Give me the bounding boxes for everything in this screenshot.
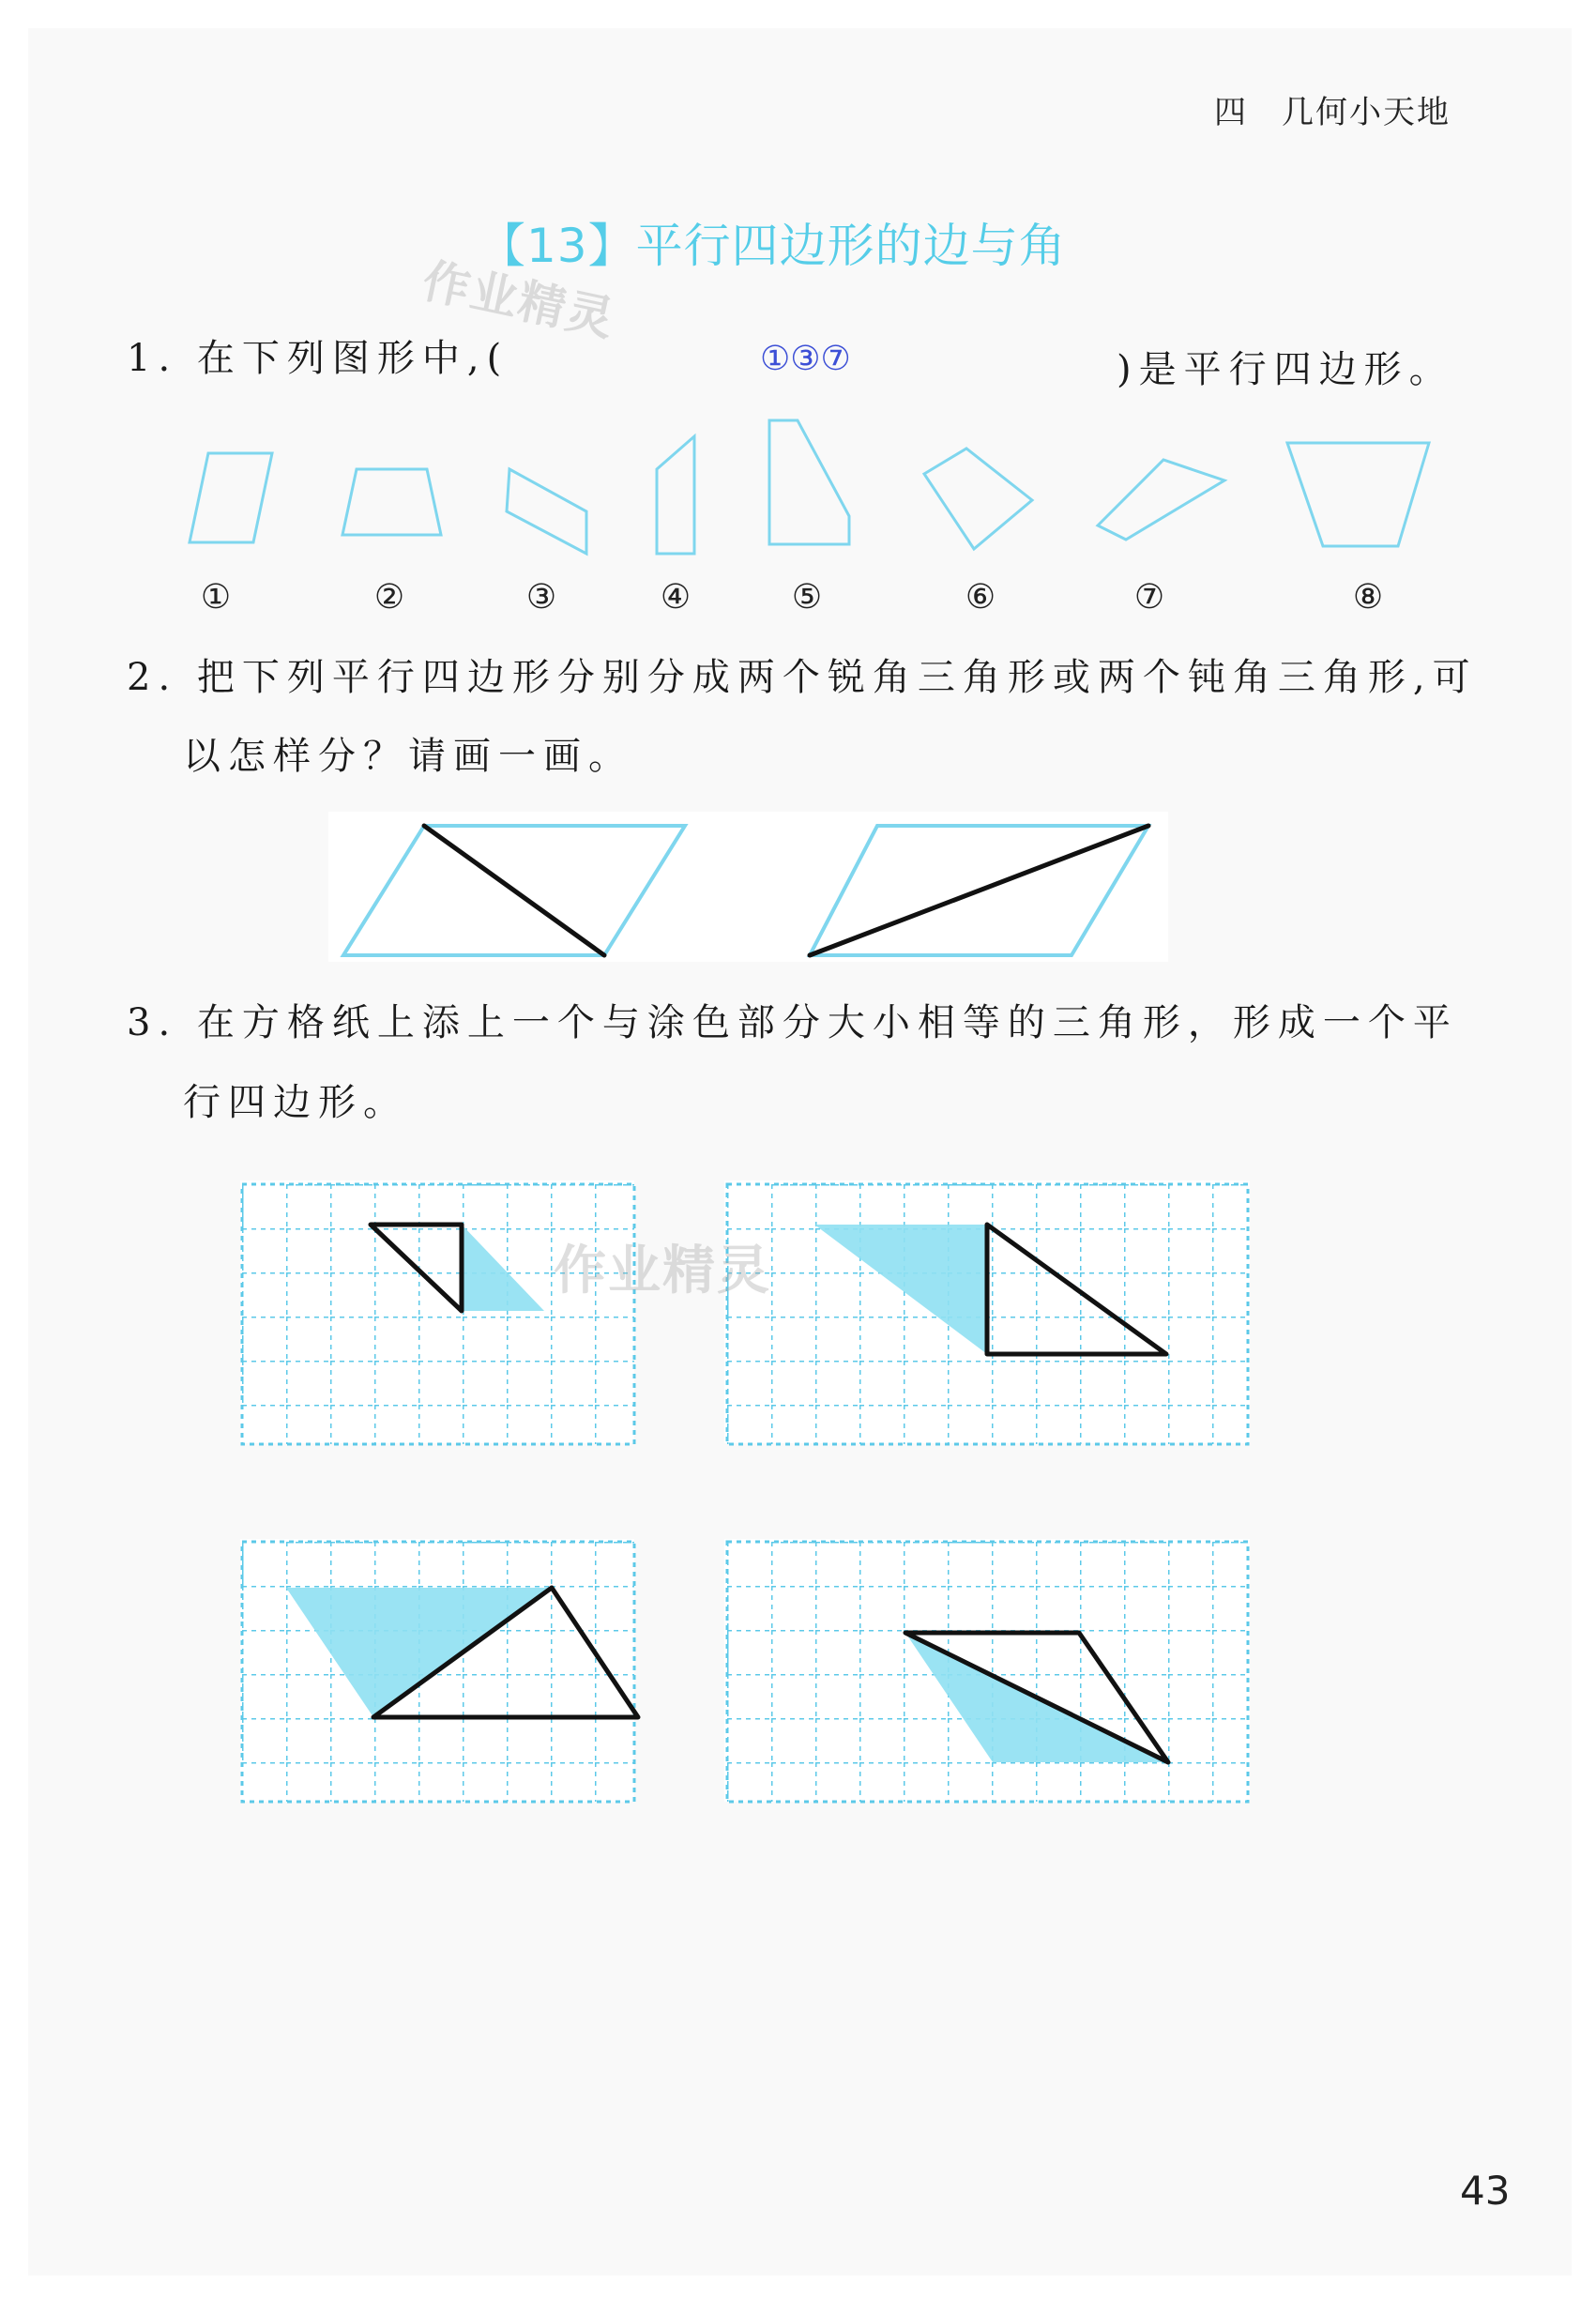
shape-6 (924, 449, 1032, 549)
shape-label: ③ (525, 578, 557, 617)
grid-3 (240, 1539, 638, 1802)
shape-label: ⑤ (791, 578, 823, 617)
question-2-text: 2. 把下列平行四边形分别分成两个锐角三角形或两个钝角三角形,可 (127, 656, 1478, 699)
chapter-title: 几何小天地 (1282, 94, 1451, 131)
shape-2 (342, 469, 441, 535)
shape-5 (769, 420, 849, 544)
grid-1 (240, 1180, 634, 1444)
shape-label: ⑥ (965, 578, 996, 617)
shape-4 (657, 436, 694, 554)
question-1-answer: ①③⑦ (760, 340, 851, 378)
page-number: 43 (1460, 2168, 1511, 2214)
shape-label: ② (373, 578, 405, 617)
question-2-text-line2: 以怎样分？请画一画。 (183, 735, 633, 778)
shape-8 (1287, 443, 1429, 546)
question-1-text-end: )是平行四边形。 (1117, 348, 1454, 391)
watermark: 作业精灵 (418, 252, 620, 347)
question-3-text: 3. 在方格纸上添上一个与涂色部分大小相等的三角形，形成一个平 (127, 1001, 1458, 1044)
shape-label: ① (200, 578, 232, 617)
shape-7 (1098, 460, 1224, 540)
shape-3 (507, 469, 586, 554)
q2-figure (328, 812, 1168, 962)
watermark-2: 作业精灵 (554, 1241, 771, 1302)
shape-label: ④ (660, 578, 692, 617)
shape-label: ⑦ (1133, 578, 1165, 617)
chapter-number: 四 (1214, 94, 1248, 131)
shape-label: ⑧ (1352, 578, 1384, 617)
grid-4 (724, 1539, 1250, 1802)
question-3-text-line2: 行四边形。 (183, 1081, 408, 1124)
question-1-text: 1. 在下列图形中,( (127, 337, 509, 380)
grid-2 (724, 1180, 1250, 1444)
shape-1 (190, 453, 272, 542)
lesson-title: 【13】平行四边形的边与角 (479, 219, 1067, 273)
